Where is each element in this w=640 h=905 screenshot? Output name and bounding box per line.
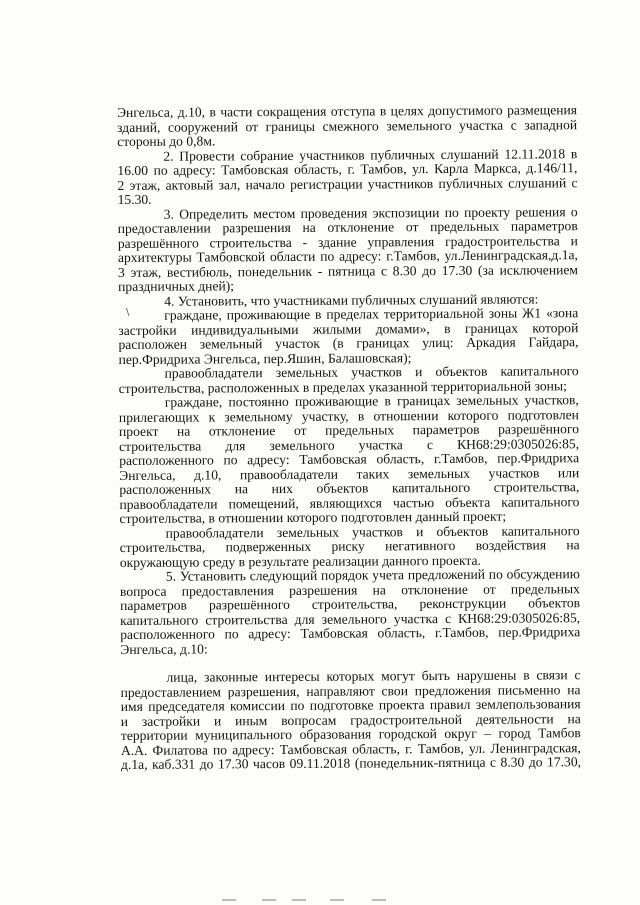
text-line: строительства, подверженных риску негативного воздействия на [119, 537, 580, 555]
text-line: Энгельса, д.10, правообладатели таких земельных участков или [119, 464, 580, 483]
paragraph-item-3 [118, 205, 579, 295]
text-line: граждане, постоянно проживающие в границах земельных участков, [164, 392, 579, 410]
text-line: 16.00 по адресу: Тамбовская область, г. Тамбов, ул. Карла Маркса, д.146/11, [117, 160, 578, 178]
text-line: праздничных дней); [118, 278, 235, 294]
paragraph-continuation [117, 103, 577, 149]
text-line: 2. Провести собрание участников публичных слушаний 12.11.2018 в [163, 145, 578, 164]
paragraph-owners-risk [120, 524, 580, 570]
paragraph-residents-zone [118, 306, 578, 367]
text-line: расположен земельный участок (в границах улиц: Аркадия Гайдара, [118, 334, 579, 352]
text-line: 4. Установить, что участниками публичных слушаний являются: [164, 290, 539, 309]
text-line: территории муниципального образования городской округ – город Тамбов [120, 725, 581, 743]
text-line: предоставлении разрешения на отклонение от предельных параметров [117, 218, 578, 236]
text-line: 15.30. [117, 191, 152, 207]
text-line: граждане, проживающие в пределах территориальной зоны Ж1 «зона [164, 305, 579, 323]
text-line: расположенного по адресу: Тамбовская область, г.Тамбов, пер.Фридриха [119, 450, 580, 468]
paragraph-persons [120, 668, 581, 772]
text-line: строительства, в отношении которого подготовлен данный проект; [119, 508, 507, 526]
paragraph-residents-adjacent [119, 393, 580, 526]
text-line: застройки индивидуальными жилыми домами», в границах которой [118, 319, 579, 338]
text-line: д.1а, каб.331 до 17.30 часов 09.11.2018 (понедельник-пятница с 8.30 до 17.30, [120, 754, 582, 772]
text-line: Энгельса, д.10, в части сокращения отступа в целях допустимого размещения [116, 102, 578, 120]
text-line: 3 этаж, вестибюль, понедельник - пятница с 8.30 до 17.30 (за исключением [117, 261, 579, 280]
text-line: строительства для земельного участка с КН68:29:0305026:85, [119, 435, 580, 454]
text-line: правообладатели помещений, являющихся частью объекта капитального [119, 493, 580, 512]
document-body [117, 103, 581, 772]
paragraph-item-5 [120, 567, 581, 657]
text-line: А.А. Филатова по адресу: Тамбовская область, г. Тамбов, ул. Ленинградская, [120, 739, 581, 758]
text-line: 3. Определить местом проведения экспозиции по проекту решения о [163, 203, 578, 222]
text-line: 5. Установить следующий порядок учета предложений по обсуждению [165, 566, 580, 584]
paragraph-item-2 [117, 147, 577, 208]
text-line: и застройки и иным вопросам градостроительной деятельности на [120, 710, 581, 729]
text-line: правообладатели земельных участков и объектов капитального [164, 363, 579, 381]
text-line: окружающую среду в результате реализации данного проекта. [119, 552, 481, 570]
text-line: предоставлением разрешения, направляют свои предложения письменно на [120, 681, 581, 700]
text-line: проект на отклонение от предельных параметров разрешённого [118, 421, 580, 439]
text-line: 2 этаж, актовый зал, начало регистрации участников публичных слушаний с [117, 174, 578, 193]
text-line: вопроса предоставления разрешения на отклонение от предельных [119, 580, 580, 599]
text-line: расположенного по адресу: Тамбовская область, г.Тамбов, пер.Фридриха [120, 624, 581, 642]
text-line: капитального строительства для земельного участка с КН68:29:0305026:85, [120, 609, 581, 628]
text-line: параметров разрешённого строительства, реконструкции объектов [120, 595, 581, 613]
text-line: стороны до 0,8м. [117, 133, 216, 149]
margin-mark: \ [126, 307, 130, 318]
scan-artifacts [0, 893, 640, 901]
text-line: строительства, расположенных в пределах указанной территориальной зоны; [118, 377, 567, 396]
text-line: архитектуры Тамбовской области по адресу: г.Тамбов, ул.Ленинградская,д.1а, [117, 247, 578, 265]
text-line: зданий, сооружений от границы смежного земельного участка с западной [117, 116, 578, 135]
text-line: пер.Фридриха Энгельса, пер.Яшин, Балашовская); [118, 349, 412, 367]
text-line: Энгельса, д.10: [120, 640, 208, 657]
text-line: правообладатели земельных участков и объектов капитального [165, 522, 580, 541]
text-line: прилегающих к земельному участку, в отношении которого подготовлен [118, 406, 579, 425]
text-line: разрешённого строительства - здание управления градостроительства и [117, 232, 578, 251]
text-line: лица, законные интересы которых могут быть нарушены в связи с [166, 667, 581, 685]
text-line: расположенных на них объектов капитального строительства, [119, 479, 580, 497]
paragraph-owners-zone [119, 364, 579, 396]
text-line: имя председателя комиссии по подготовке проекта правил землепользования [120, 696, 581, 714]
